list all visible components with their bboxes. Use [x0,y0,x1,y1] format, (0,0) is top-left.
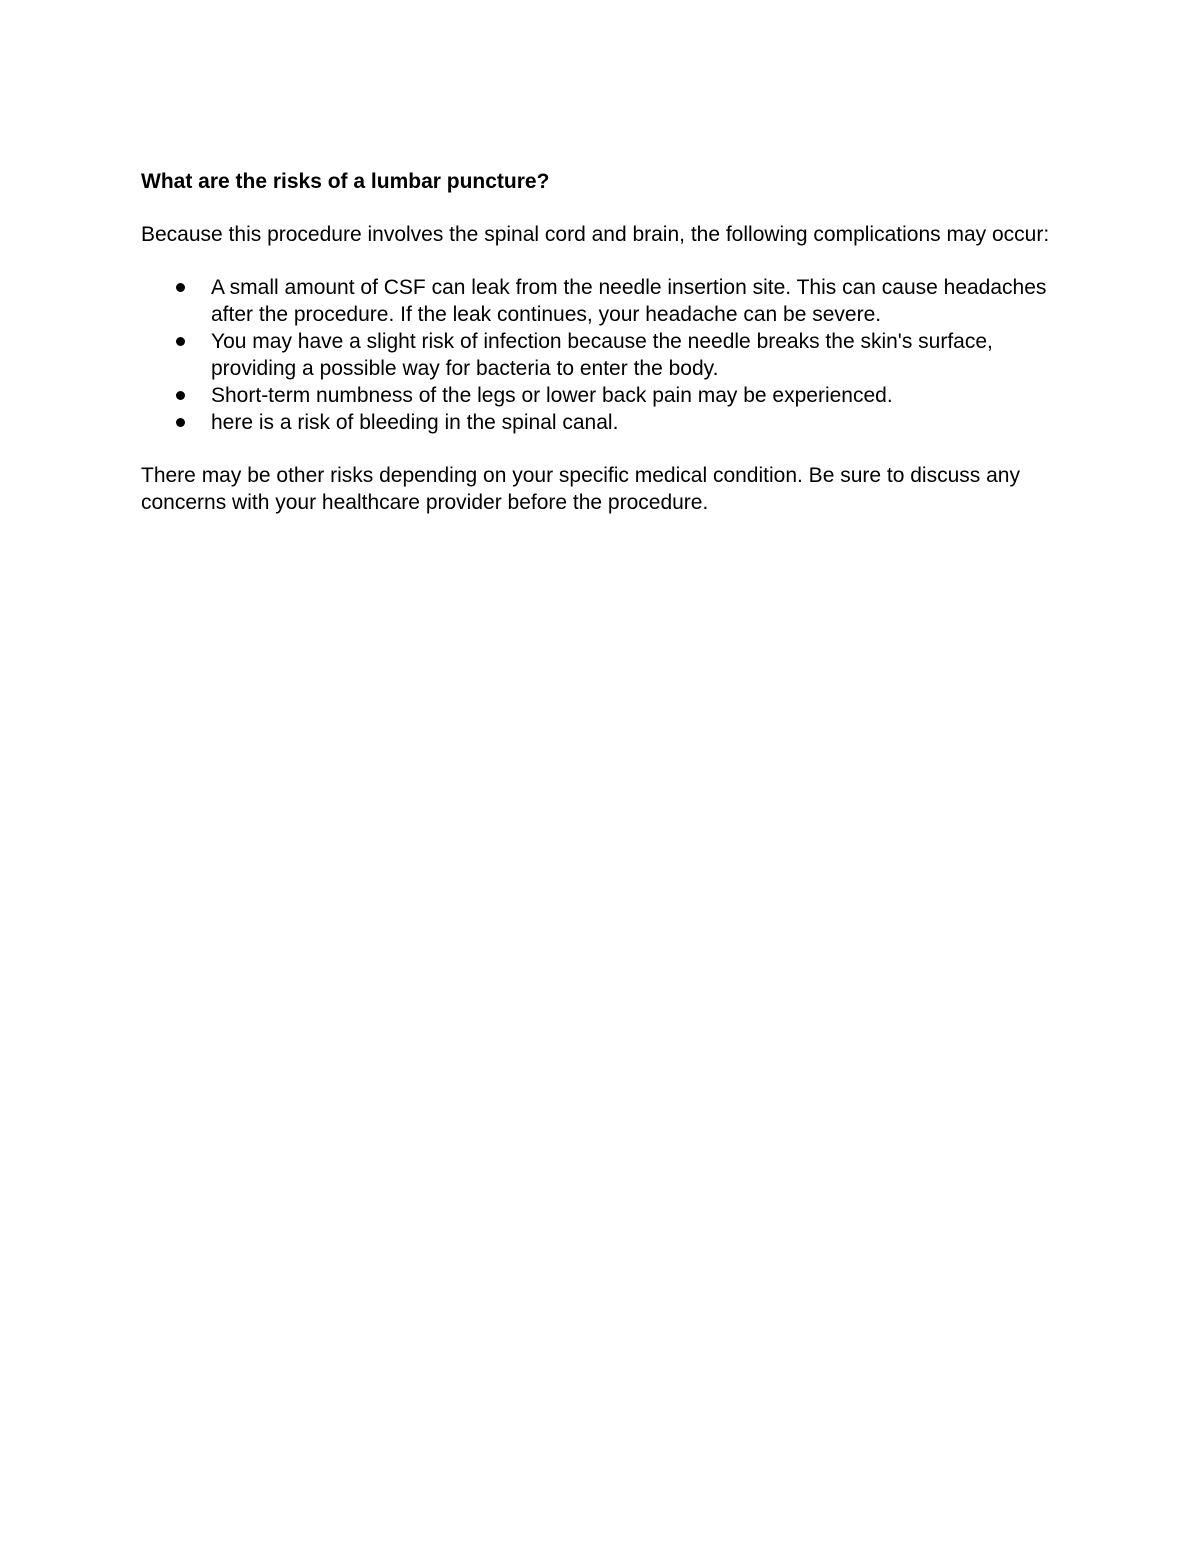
list-item-text: A small amount of CSF can leak from the needle insertion site. This can cause headaches after the procedure. If the leak continues, your headache can be severe. [211,276,1047,326]
bullet-icon [176,283,185,292]
closing-paragraph: There may be other risks depending on your specific medical condition. Be sure to discuss any concerns with your healthcare provider before the procedure. [141,464,1020,514]
list-item-text: You may have a slight risk of infection because the needle breaks the skin's surface, providing a possible way for bacteria to enter the body. [211,330,993,380]
risk-list [141,274,1051,436]
list-item [141,409,1051,436]
page-title: What are the risks of a lumbar puncture? [141,170,550,193]
intro-paragraph: Because this procedure involves the spinal cord and brain, the following complications may occur: [141,223,1050,246]
list-item-text: here is a risk of bleeding in the spinal canal. [211,411,619,434]
bullet-icon [176,391,185,400]
list-item-text: Short-term numbness of the legs or lower back pain may be experienced. [211,384,893,407]
list-item [141,274,1051,328]
list-item [141,328,1051,382]
list-item [141,382,1051,409]
bullet-icon [176,418,185,427]
bullet-icon [176,337,185,346]
document-body [141,168,1051,516]
